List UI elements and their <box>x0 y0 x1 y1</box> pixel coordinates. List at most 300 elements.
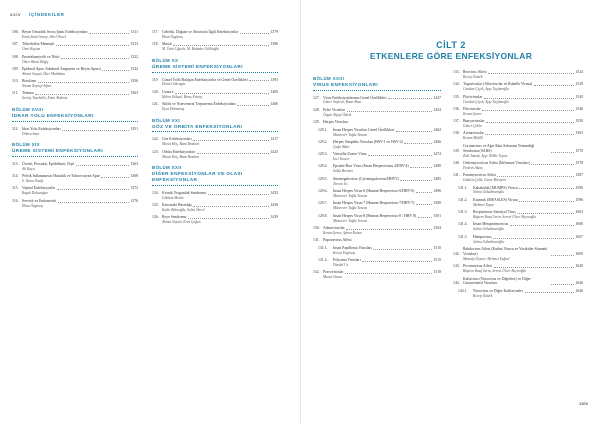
entry-page: 1626 <box>575 281 583 286</box>
entry-title: Tetanoz <box>22 91 34 96</box>
entry-title: Arenaviruslar <box>463 131 484 136</box>
toc-entry[interactable] <box>453 210 583 220</box>
entry-title: İnsan Herpes Virus-7 (Human Herpesvirus-7/HHV-7) <box>333 201 415 206</box>
dot-leader <box>388 98 432 99</box>
running-title: İÇİNDEKİLER <box>29 12 65 17</box>
entry-number: 142. <box>453 251 460 256</box>
entry-author: Münevver Tuğlu Tezcan <box>333 206 368 211</box>
entry-number: 135. <box>453 94 460 99</box>
entry-page: 1596 <box>575 185 583 190</box>
entry-title: Papovavirus Ailesi <box>323 238 352 243</box>
dot-leader <box>193 140 269 141</box>
entry-number: 132. <box>313 270 320 275</box>
entry-number: 141.5. <box>458 234 468 239</box>
toc-entry[interactable] <box>313 238 441 243</box>
dot-leader <box>56 45 129 46</box>
entry-number: 106. <box>12 30 19 34</box>
entry-number: 139. <box>453 148 460 153</box>
toc-entry[interactable] <box>453 289 583 299</box>
entry-number: 133. <box>453 70 460 74</box>
dot-leader <box>249 80 269 81</box>
toc-column <box>12 30 138 211</box>
section-heading <box>12 107 138 122</box>
toc-entry[interactable] <box>313 164 441 174</box>
section-title: VİRUS ENFEKSİYONLARI <box>313 82 441 91</box>
toc-entry[interactable] <box>12 199 138 209</box>
entry-title: Sifiliz ve Nonveneral Treponema Enfeksiyonları <box>162 102 236 107</box>
entry-title: Kabakulak (MUMPS) Virusu <box>473 185 518 190</box>
entry-author: Nazan Zeynep Alpar <box>22 84 52 89</box>
toc-entry[interactable] <box>12 55 138 65</box>
entry-author: Ahmet Soysal, Eren Çağan <box>162 220 201 225</box>
entry-page: 1439 <box>270 215 278 220</box>
toc-entry[interactable] <box>12 162 138 172</box>
entry-author: Özgen Alpay Özbek <box>323 112 352 117</box>
entry-page: 1540 <box>575 94 583 99</box>
entry-number: 129.3. <box>318 152 328 157</box>
entry-author: Kenan Midilli <box>463 136 484 141</box>
section-heading <box>152 165 278 186</box>
entry-author: Candan Çiçek, Ayşe Tayfunoğlu <box>463 87 509 92</box>
entry-line <box>453 277 583 287</box>
entry-title: Cinsel Yolla Bulaşan Enfeksiyonlar ve Genel Özellikleri <box>162 77 248 82</box>
entry-page: 1620 <box>575 264 583 269</box>
toc-entry[interactable] <box>152 203 278 213</box>
entry-page: 1510 <box>433 245 441 250</box>
entry-number: 114. <box>12 174 19 179</box>
entry-number: 120. <box>152 89 159 94</box>
toc-entry[interactable] <box>453 144 583 159</box>
entry-number: 130. <box>313 225 320 230</box>
entry-page: 1500 <box>433 201 441 206</box>
entry-author: Murat Ozcan <box>323 275 343 280</box>
entry-number: 144.1. <box>458 288 468 293</box>
dot-leader <box>486 122 574 123</box>
entry-author: Dürdal Us <box>333 262 349 267</box>
entry-number: 124. <box>152 190 159 195</box>
entry-title: Botulizm <box>22 79 37 84</box>
toc-entry[interactable] <box>453 131 583 141</box>
toc-entry[interactable] <box>12 91 138 101</box>
entry-page: 1596 <box>575 197 583 202</box>
entry-page: 1524 <box>575 70 583 74</box>
dot-leader <box>101 177 128 178</box>
entry-title: İnsan Herpes Virus-8 (Human Herpesvirus-8 / HHV 8) <box>333 213 417 218</box>
entry-title: Virus Enfeksiyonlarının Genel Özellikleri <box>323 95 387 100</box>
dot-leader <box>35 94 128 95</box>
entry-page: 1368 <box>130 174 138 179</box>
dot-leader <box>517 213 574 214</box>
toc-entry[interactable] <box>313 214 441 224</box>
entry-author: Recep Öztürk <box>463 74 483 79</box>
toc-entry[interactable] <box>12 67 138 77</box>
entry-number: 131.2. <box>318 258 328 263</box>
entry-number: 141.4. <box>458 222 468 227</box>
toc-entry[interactable] <box>152 42 278 52</box>
entry-page: 1603 <box>575 210 583 215</box>
entry-page: 1406 <box>270 102 278 107</box>
dot-leader <box>488 73 574 74</box>
dot-leader <box>62 130 129 131</box>
entry-page: 1379 <box>270 30 278 34</box>
entry-title: Adenoviruslar <box>323 225 345 230</box>
entry-author: Münevver Tuğlu Tezcan <box>333 193 368 198</box>
entry-author: Dilara Inan <box>22 131 40 136</box>
dot-leader <box>534 85 574 86</box>
entry-title: Norovirus ve Diğer Kalsivirusler <box>473 288 524 293</box>
section-label: BÖLÜM XXI <box>152 117 180 123</box>
entry-number: 131.1. <box>318 245 328 250</box>
toc-entry[interactable] <box>313 140 441 150</box>
section-heading <box>313 76 441 91</box>
entry-number: 129.7. <box>318 201 328 206</box>
section-heading <box>12 142 138 157</box>
entry-title: Flaviviruslar <box>463 94 483 99</box>
toc-entry[interactable] <box>12 79 138 89</box>
entry-author: Selma Gökahmetoğlu <box>473 239 504 244</box>
dot-leader <box>482 110 574 111</box>
dot-leader <box>76 165 129 166</box>
right-page <box>300 0 600 423</box>
entry-page: 1578 <box>575 160 583 165</box>
toc-entry[interactable] <box>152 215 278 225</box>
section-title: ÜREME SİSTEMİ ENFEKSİYONLARI <box>12 148 138 157</box>
entry-number: 136. <box>453 106 460 111</box>
toc-column <box>152 30 278 228</box>
dot-leader <box>497 176 574 177</box>
toc-entry[interactable] <box>152 90 278 100</box>
dot-leader <box>410 167 432 168</box>
toc-entry[interactable] <box>12 42 138 52</box>
entry-page: 1466 <box>433 139 441 144</box>
entry-page: 1607 <box>575 234 583 239</box>
entry-title: Kalsivirus (Norovirus ve Diğerleri) ve Diğer Gastroenterit Virusları <box>463 276 531 286</box>
page-label: xxiv <box>10 12 22 17</box>
entry-page: 1425 <box>270 149 278 154</box>
entry-title: Orbita Enfeksiyonları <box>162 149 196 154</box>
entry-page: 1518 <box>433 270 441 275</box>
entry-page: 1504 <box>433 225 441 230</box>
entry-title: Reovirus Ailesi <box>463 70 487 74</box>
entry-title: Göz Enfeksiyonları <box>162 137 192 142</box>
entry-title: Pelvik İnflamatuvar Hastalık ve Tuboovaryan Apse <box>22 174 100 179</box>
entry-page: 1363 <box>130 161 138 166</box>
toc-entry[interactable] <box>152 102 278 112</box>
entry-title: Henipavirus <box>473 234 492 239</box>
toc-entry[interactable] <box>12 127 138 137</box>
entry-number: 131. <box>313 238 320 243</box>
section-label: BÖLÜM XVIII <box>12 107 44 113</box>
volume-heading <box>301 40 600 62</box>
entry-page: 1322 <box>130 54 138 59</box>
toc-entry[interactable] <box>453 173 583 183</box>
toc-entry[interactable] <box>313 258 441 268</box>
toc-entry[interactable] <box>313 246 441 256</box>
entry-author: Kenan Şener, Ayhan Kubar <box>323 230 362 235</box>
toc-entry[interactable] <box>152 78 278 88</box>
section-title: İDRAR YOLU ENFEKSİYONLARI <box>12 113 138 122</box>
entry-number: 118. <box>152 42 159 47</box>
entry-author: Tercan Us <box>333 181 348 186</box>
entry-page: 1609 <box>575 251 583 256</box>
entry-number: 144. <box>453 281 460 286</box>
toc-entry[interactable] <box>152 30 278 40</box>
toc-entry[interactable] <box>453 95 583 105</box>
entry-author: Gökhan Metan <box>162 195 184 200</box>
dot-leader <box>237 105 269 106</box>
section-title: DİĞER ENFEKSİYONLAR VE OLASI ENFEKSİYONLAR <box>152 171 278 186</box>
entry-author: Recep Öztürk <box>473 293 493 298</box>
toc-entry[interactable] <box>453 277 583 287</box>
toc-entry[interactable] <box>453 198 583 208</box>
toc-entry[interactable] <box>152 137 278 147</box>
dot-leader <box>404 143 432 144</box>
dot-leader <box>58 202 129 203</box>
entry-number: 129. <box>313 120 320 125</box>
dot-leader <box>347 111 432 112</box>
toc-entry[interactable] <box>453 70 583 80</box>
entry-title: Polyoma Virusları <box>333 258 361 263</box>
entry-page: 1550 <box>575 119 583 124</box>
dot-leader <box>197 153 269 154</box>
dot-leader <box>240 33 269 34</box>
dot-leader <box>519 201 574 202</box>
entry-page: 1480 <box>433 164 441 169</box>
entry-line <box>313 238 441 243</box>
entry-page: 1454 <box>433 107 441 112</box>
entry-page: 1587 <box>575 173 583 178</box>
entry-author: Sevinç Tazebilek, Emin Akdeniz <box>22 96 68 101</box>
entry-page: 1570 <box>575 148 583 153</box>
toc-entry[interactable] <box>313 201 441 211</box>
entry-title: İdrar Yolu Enfeksiyonları <box>22 126 61 131</box>
entry-page: 1311 <box>130 30 138 34</box>
dot-leader <box>416 204 432 205</box>
toc-entry[interactable] <box>453 82 583 92</box>
entry-author: Murat Hoş, Banu Bozkurt <box>162 154 200 159</box>
entry-author: Rüştem Yusuf Serin, Servet Ülcer Beyreoğlu <box>473 215 537 220</box>
toc-entry[interactable] <box>12 30 138 40</box>
entry-number: 129.6. <box>318 189 328 194</box>
toc-entry[interactable] <box>313 189 441 199</box>
toc-entry[interactable] <box>313 177 441 187</box>
section-label: BÖLÜM XXII <box>152 165 182 171</box>
dot-leader <box>510 225 574 226</box>
entry-number: 134. <box>453 82 460 87</box>
entry-page: 1501 <box>433 213 441 218</box>
entry-page: 1400 <box>270 89 278 94</box>
toc-entry[interactable] <box>313 270 441 280</box>
toc-entry[interactable] <box>12 174 138 184</box>
toc-entry[interactable] <box>12 186 138 196</box>
toc-column <box>313 70 441 283</box>
dot-leader <box>396 131 432 132</box>
entry-title: Reye Sendromu <box>162 215 187 220</box>
entry-title: İnsan Papilloma Virusları <box>333 245 372 250</box>
toc-entry[interactable] <box>453 161 583 171</box>
toc-entry[interactable] <box>313 226 441 236</box>
entry-author: Kadir Babaoğlu, Selim Öncel <box>162 208 205 212</box>
section-title: ÜREME SİSTEMİ ENFEKSİYONLARI <box>152 64 278 73</box>
entry-title: Herpes Virusları <box>323 120 348 125</box>
entry-title: Mastit <box>162 42 172 47</box>
entry-page: 1393 <box>270 77 278 82</box>
entry-page: 1546 <box>575 106 583 111</box>
toc-entry[interactable] <box>453 247 583 262</box>
entry-author: Selma Gökahmetoğlu <box>473 227 504 232</box>
entry-title: İnsan Metapnömovirus <box>473 222 509 227</box>
entry-number: 112. <box>12 126 19 131</box>
entry-line <box>453 144 583 154</box>
entry-number: 108. <box>12 54 19 59</box>
dot-leader <box>38 82 129 83</box>
dot-leader <box>175 93 269 94</box>
entry-title: Epidural Apse, Subdural Ampiyem ve Beyin Apsesi <box>22 66 101 71</box>
section-heading <box>152 58 278 73</box>
toc-entry[interactable] <box>152 150 278 160</box>
entry-title: Orthomyxovirus Ailesi (İnfluenza Virusları) <box>463 160 530 165</box>
entry-number: 119. <box>152 77 159 82</box>
entry-author: Rüştem Yusuf Serin, Servet Ülcer Beyreoğlu <box>463 269 527 274</box>
toc-entry[interactable] <box>313 120 441 125</box>
entry-number: 141.3. <box>458 210 468 215</box>
toc-entry[interactable] <box>453 107 583 117</box>
toc-entry[interactable] <box>453 222 583 232</box>
entry-number: 125. <box>152 203 159 208</box>
entry-author: Candan Çiçek, Ayşe Tayfunoğlu <box>463 99 509 104</box>
entry-author: Gülden Çelik, Caner Birsiyon <box>463 178 506 183</box>
toc-entry[interactable] <box>152 191 278 201</box>
entry-author: İnci Tuncer <box>333 157 350 162</box>
entry-author: İlyas Dokmetaş <box>162 107 185 111</box>
entry-page: 1356 <box>130 79 138 84</box>
entry-line <box>453 247 583 257</box>
entry-author: Mehmet Tapar <box>473 202 494 207</box>
dot-leader <box>418 217 432 218</box>
toc-entry[interactable] <box>313 96 441 106</box>
entry-author: İftihar Köksal, Barış Ertunç <box>162 94 203 99</box>
dot-leader <box>188 218 269 219</box>
entry-number: 138. <box>453 131 460 136</box>
dot-leader <box>416 192 432 193</box>
volume-title: ETKENLERE GÖRE ENFEKSİYONLAR <box>369 51 533 61</box>
toc-column <box>453 70 583 301</box>
entry-author: Ümit Kaytaz <box>22 47 41 52</box>
section-label: BÖLÜM XIX <box>12 142 40 148</box>
entry-author: Zeki Yumuk, Ayşe Willke Topcu <box>463 153 508 158</box>
entry-author: Ömer Barut Bilgiç <box>22 59 49 64</box>
entry-title: Gebelik, Doğum ve Abortusla İlgili Enfeksiyonlar <box>162 30 239 34</box>
entry-number: 127. <box>313 95 320 100</box>
entry-author: İlhan Özgüneş <box>22 203 43 208</box>
entry-title: Kawasaki Hastalığı <box>162 203 192 208</box>
entry-title: Vajinal Enfeksiyonlar <box>22 186 56 191</box>
entry-page: 1351 <box>130 126 138 131</box>
entry-title: İnsan Herpes Virus-6 (Human Herpesvirus-6/HHV-6) <box>333 189 415 194</box>
entry-title: Polio Virusları <box>323 107 346 112</box>
dot-leader <box>525 292 574 293</box>
toc-entry[interactable] <box>313 152 441 162</box>
dot-leader <box>102 70 129 71</box>
entry-title: Servisit ve Endometrit <box>22 198 57 203</box>
entry-page: 1515 <box>433 258 441 263</box>
entry-author: Selda Bremen <box>333 169 353 174</box>
dot-leader <box>400 180 432 181</box>
running-head <box>10 12 65 17</box>
entry-number: 143. <box>453 264 460 269</box>
entry-title: Ensefalomiyelit ve Nörit <box>22 54 60 59</box>
entry-number: 129.8. <box>318 213 328 218</box>
entry-title: Parvoviruslar <box>323 270 344 275</box>
toc-entry[interactable] <box>313 128 441 138</box>
entry-number: 115. <box>12 186 19 191</box>
section-title: GÖZ VE ORBİTA ENFEKSİYONLARI <box>152 124 278 133</box>
entry-page: 1447 <box>433 95 441 100</box>
entry-title: Epstein-Barr Virus (İnsan Herpesvirusu 4/EBV-4) <box>333 164 409 169</box>
entry-author: Emin Sami Arısoy, Sibel Öncel <box>22 34 67 39</box>
entry-author: Koray Ergünay <box>333 250 356 255</box>
entry-title: Gonore <box>162 89 174 94</box>
entry-author: M. Ümit Uğurlu, M. Bahadır Güllüoğlu <box>162 47 220 52</box>
entry-title: Filoviruslar <box>463 106 481 111</box>
entry-author: Deniz Gökengin <box>162 82 186 87</box>
entry-number: 141. <box>453 173 460 178</box>
entry-number: 128. <box>313 107 320 112</box>
dot-leader <box>57 189 129 190</box>
entry-author: Güner Çoklu <box>463 124 482 129</box>
entry-number: 129.1. <box>318 127 328 132</box>
dot-leader <box>368 155 432 156</box>
entry-page: 1474 <box>433 152 441 157</box>
entry-page: 1363 <box>130 91 138 96</box>
entry-page: 1606 <box>575 222 583 227</box>
entry-author: Firdevs Aktaş <box>463 165 483 170</box>
toc-entry[interactable] <box>453 235 583 245</box>
entry-number: 111. <box>12 91 19 96</box>
entry-title: Togaviruslar (Alfaviruslar ve Rubella Virusu) <box>463 82 533 87</box>
dot-leader <box>208 194 269 195</box>
dot-leader <box>484 98 574 99</box>
toc-entry[interactable] <box>453 119 583 129</box>
entry-author: Ahmet Soysal, İlker Mutluhan <box>22 71 65 76</box>
entry-title: İnsan Herpes Virusları Genel Özellikleri <box>333 127 395 132</box>
entry-title: Sitomegalovirus (Cytomegalovirus/HHV5) <box>333 176 399 181</box>
dot-leader <box>373 249 432 250</box>
section-label: BÖLÜM XX <box>152 58 179 63</box>
entry-title: Picornavirus Ailesi <box>463 264 493 269</box>
section-heading <box>152 118 278 133</box>
entry-number: 122. <box>152 137 159 142</box>
entry-page: 1563 <box>575 131 583 136</box>
entry-title: Paramyxovirus Ailesi <box>463 173 496 178</box>
dot-leader <box>346 229 432 230</box>
entry-page: 1376 <box>130 198 138 203</box>
entry-number: 141.1. <box>458 185 468 190</box>
entry-title: Herpes Simpleks Virusları (HSV-1 ve HSV-2) <box>333 139 403 144</box>
toc-entry[interactable] <box>453 186 583 196</box>
entry-number: 129.5. <box>318 176 328 181</box>
entry-author: Başak Dokuzoğuz <box>22 191 48 196</box>
entry-page: 1313 <box>130 42 138 47</box>
entry-page: 1485 <box>433 176 441 181</box>
entry-page: 1626 <box>575 288 583 293</box>
toc-entry[interactable] <box>453 264 583 274</box>
entry-author: Münevver Tuğlu Tezcan <box>333 132 368 137</box>
dot-leader <box>61 58 129 59</box>
toc-entry[interactable] <box>313 108 441 118</box>
entry-number: 113. <box>12 161 19 166</box>
dot-leader <box>551 255 574 256</box>
